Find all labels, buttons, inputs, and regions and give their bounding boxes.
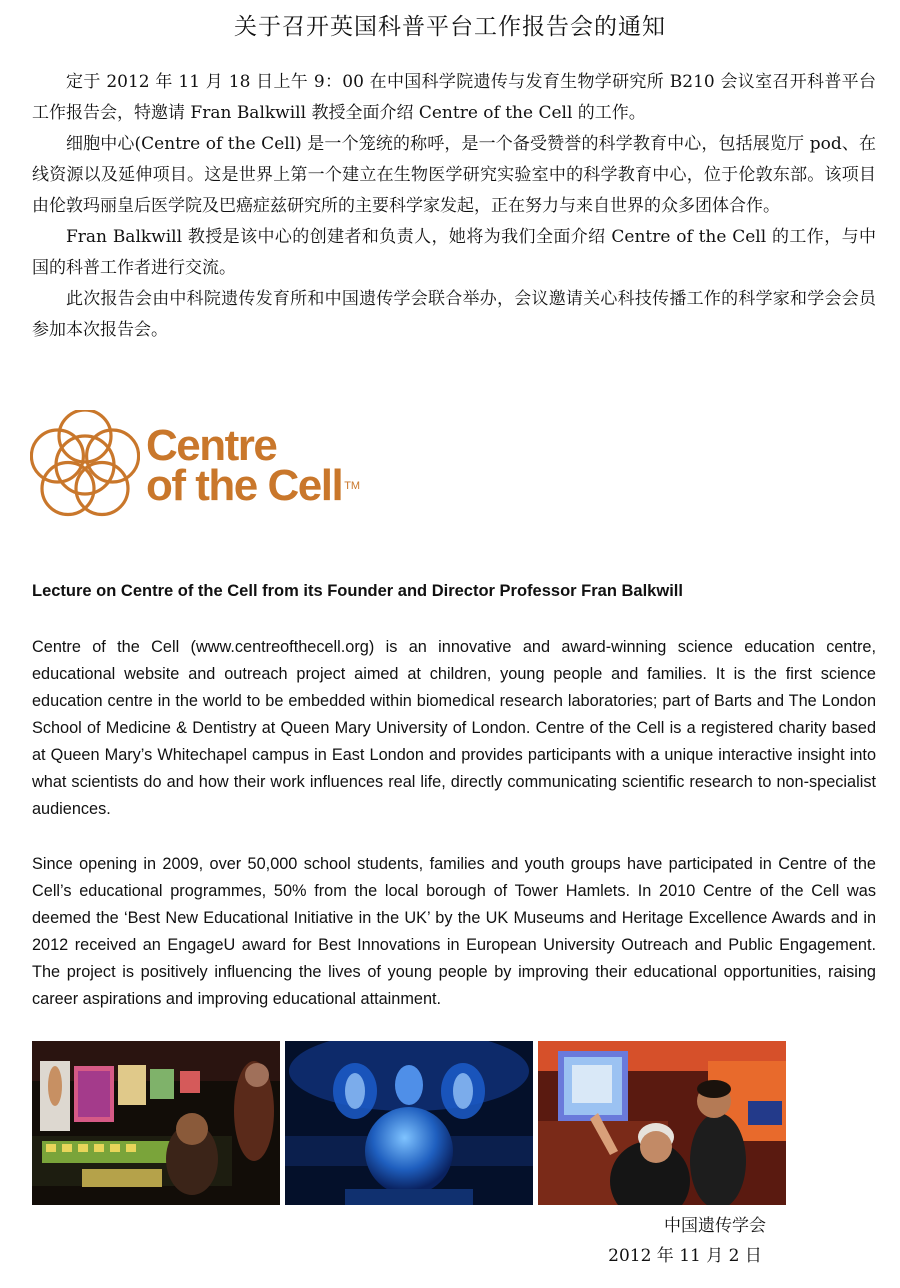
notice-title: 关于召开英国科普平台工作报告会的通知 [234, 14, 666, 40]
english-paragraph-1: Centre of the Cell (www.centreofthecell.org) is an innovative and award-winning science education centre, educational website and outreach project aimed at children, young people and families. It is the first science education centre in the world to be embedded within biomedical research laboratories; part of Barts and The London School of Medicine & Dentistry at Queen Mary University of London. Centre of the Cell is a registered charity based at Queen Mary’s Whitechapel campus in East London and provides participants with a unique interactive insight into what scientists do and how their work influences real life, directly communicating scientific research to non-specialist audiences. [32, 638, 876, 818]
cn-paragraph-2: 细胞中心(Centre of the Cell) 是一个笼统的称呼，是一个备受赞誉的科学教育中心，包括展览厅 pod、在线资源以及延伸项目。这是世界上第一个建立在生物医学研究实验室中的科学教育中心，位于伦敦东部。该项目由伦敦玛丽皇后医学院及巴癌症兹研究所的主要科学家发起，正在努力与来自世界的众多团体合作。 [32, 134, 876, 216]
logo-line-2-wrap [146, 461, 361, 510]
cn-paragraph-3: Fran Balkwill 教授是该中心的创建者和负责人，她将为我们全面介绍 Centre of the Cell 的工作，与中国的科普工作者进行交流。 [32, 227, 876, 278]
english-heading: Lecture on Centre of the Cell from its Founder and Director Professor Fran Balkwill [32, 582, 683, 600]
logo-line-1: Centre [146, 421, 277, 470]
cell-flower-icon [30, 410, 140, 520]
photo-interactive-screens [32, 1041, 280, 1205]
chinese-body [32, 67, 876, 346]
signature-date: 2012 年 11 月 2 日 [608, 1246, 762, 1266]
cn-paragraph-1: 定于 2012 年 11 月 18 日上午 9：00 在中国科学院遗传与发育生物学研究所 B210 会议室召开科普平台工作报告会，特邀请 Fran Balkwill 教授全面介绍 Centre of the Cell 的工作。 [32, 72, 876, 123]
trademark-mark: TM [344, 480, 361, 492]
logo-line-2: of the Cell [146, 461, 343, 510]
cn-paragraph-4: 此次报告会由中科院遗传发育所和中国遗传学会联合举办，会议邀请关心科技传播工作的科学家和学会会员参加本次报告会。 [32, 289, 876, 340]
centre-of-the-cell-logo [30, 410, 390, 530]
photo-boys-touching-screen [538, 1041, 786, 1205]
signature-organization: 中国遗传学会 [664, 1216, 766, 1236]
english-paragraph-2: Since opening in 2009, over 50,000 school students, families and youth groups have participated in Centre of the Cell’s educational programmes, 50% from the local borough of Tower Hamlets. In 2010 Centre of the Cell was deemed the ‘Best New Educational Initiative in the UK’ by the UK Museums and Heritage Excellence Awards and in 2012 received an EngageU award for Best Innovations in European University Outreach and Public Engagement. The project is positively influencing the lives of young people by improving their educational opportunities, raising career aspirations and improving educational attainment. [32, 855, 876, 1008]
photo-blue-sphere-exhibit [285, 1041, 533, 1205]
logo-wordmark [146, 421, 361, 510]
